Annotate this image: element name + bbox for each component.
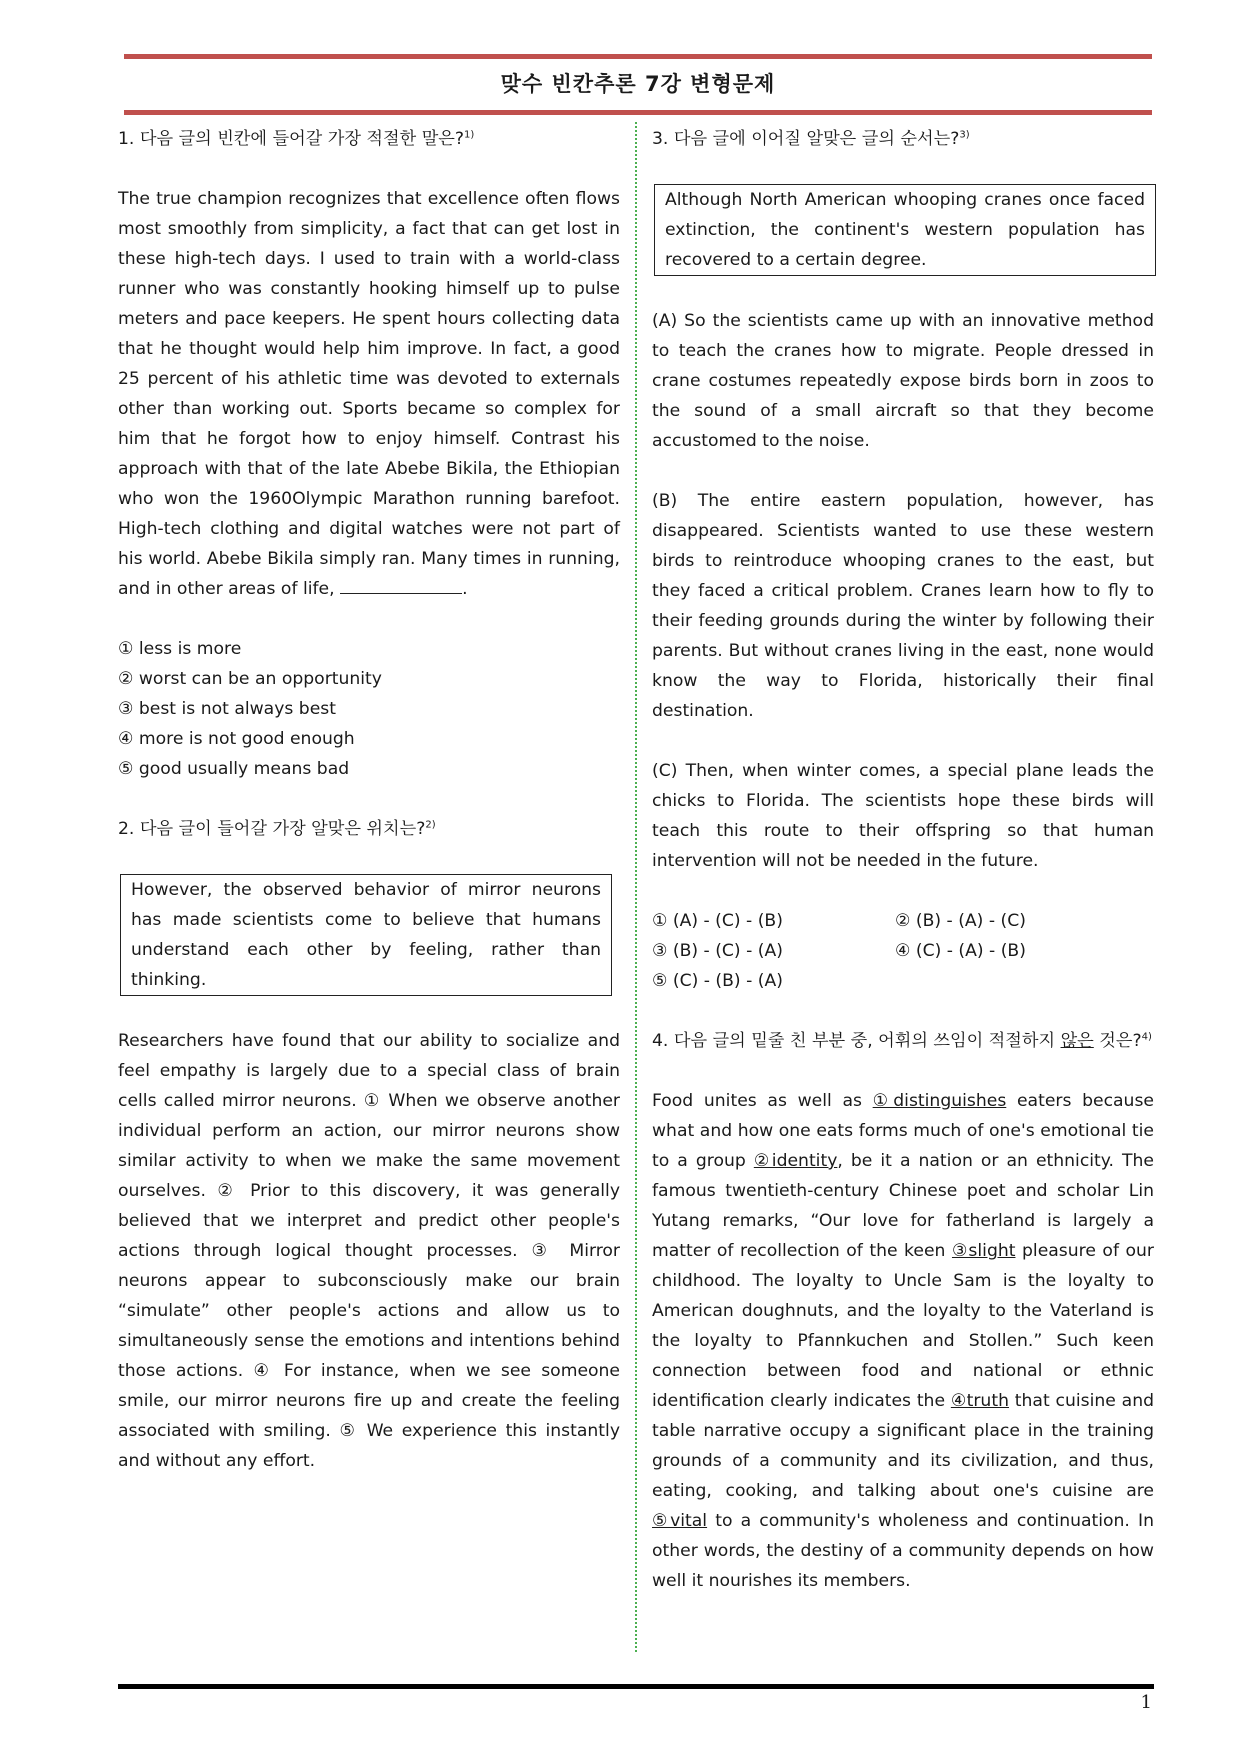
answer-blank bbox=[340, 575, 462, 594]
question-3-paragraph-b: (B) The entire eastern population, however, has disappeared. Scientists wanted to use these western birds to reintroduce whooping cranes to the east, but they faced a critical problem. Cranes learn how to fly to their feeding grounds during the winter by following their parents. But without cranes living in the east, none would know the way to Florida, historically their final destination. bbox=[652, 491, 1154, 721]
question-2-prompt: 2. 다음 글이 들어갈 가장 알맞은 위치는?$^{2)}$ bbox=[118, 819, 436, 839]
question-1-options bbox=[118, 634, 620, 784]
option-5[interactable]: ⑤ good usually means bad bbox=[118, 759, 350, 779]
order-option-5[interactable]: ⑤ (C) - (B) - (A) bbox=[652, 971, 783, 991]
column-divider bbox=[635, 122, 637, 1652]
footnote-4: 4) bbox=[1141, 1031, 1152, 1043]
question-3-paragraph-a: (A) So the scientists came up with an innovative method to teach the cranes how to migrate. People dressed in crane costumes repeatedly expose birds born in zoos to the sound of a small aircraft so that they become accustomed to the noise. bbox=[652, 311, 1154, 451]
question-1-passage: The true champion recognizes that excellence often flows most smoothly from simplicity, a fact that can get lost in these high-tech days. I used to train with a world-class runner who was constantly hooking himself up to pulse meters and pace keepers. He spent hours collecting data that he thought would help him improve. In fact, a good 25 percent of his athletic time was devoted to externals other than working out. Sports became so complex for him that he forgot how to enjoy himself. Contrast his approach with that of the late Abebe Bikila, the Ethiopian who won the 1960Olympic Marathon running barefoot. High-tech clothing and digital watches were not part of his world. Abebe Bikila simply ran. Many times in running, and in other areas of life, . bbox=[118, 189, 620, 599]
underlined-word-4[interactable]: ④truth bbox=[950, 1391, 1009, 1411]
question-3-prompt: 3. 다음 글에 이어질 알맞은 글의 순서는?$^{3)}$ bbox=[652, 129, 970, 149]
option-3[interactable]: ③ best is not always best bbox=[118, 699, 336, 719]
page-number: 1 bbox=[1140, 1692, 1152, 1713]
order-option-2[interactable]: ② (B) - (A) - (C) bbox=[895, 911, 1026, 931]
option-4[interactable]: ④ more is not good enough bbox=[118, 729, 355, 749]
order-option-3[interactable]: ③ (B) - (C) - (A) bbox=[652, 941, 783, 961]
question-4-prompt: 4. 다음 글의 밑줄 친 부분 중, 어휘의 쓰임이 적절하지 않은 것은?$^{4)}$ bbox=[652, 1031, 1152, 1051]
option-1[interactable]: ① less is more bbox=[118, 639, 242, 659]
question-1-prompt: 1. 다음 글의 빈칸에 들어갈 가장 적절한 말은?$^{1)}$ bbox=[118, 129, 475, 149]
footnote-2: 2) bbox=[425, 819, 436, 831]
footnote-3: 3) bbox=[959, 129, 970, 141]
header-rule-top bbox=[124, 54, 1152, 59]
underlined-word-3[interactable]: ③slight bbox=[951, 1241, 1016, 1261]
footnote-1: 1) bbox=[464, 129, 475, 141]
footer-rule bbox=[118, 1684, 1154, 1689]
question-3-options bbox=[652, 906, 1154, 996]
page-title: 맞수 빈칸추론 7강 변형문제 bbox=[500, 72, 776, 96]
option-2[interactable]: ② worst can be an opportunity bbox=[118, 669, 382, 689]
question-4-passage: Food unites as well as ①distinguishes eaters because what and how one eats forms much of one's emotional tie to a group ②identity, be it a nation or an ethnicity. The famous twentieth-century Chinese poet and scholar Lin Yutang remarks, “Our love for fatherland is largely a matter of recollection of the keen ③slight pleasure of our childhood. The loyalty to Uncle Sam is the loyalty to American doughnuts, and the loyalty to the Vaterland is the loyalty to Pfannkuchen and Stollen.” Such keen connection between food and national or ethnic identification clearly indicates the ④truth that cuisine and table narrative occupy a significant place in the training grounds of a community and its civilization, and thus, eating, cooking, and talking about one's cuisine are ⑤vital to a community's wholeness and continuation. In other words, the destiny of a community depends on how well it nourishes its members. bbox=[652, 1091, 1154, 1591]
underlined-word-2[interactable]: ②identity bbox=[753, 1151, 838, 1171]
question-2-insert-box: However, the observed behavior of mirror neurons has made scientists come to believe that humans understand each other by feeling, rather than thinking. bbox=[120, 874, 612, 996]
order-option-1[interactable]: ① (A) - (C) - (B) bbox=[652, 911, 783, 931]
underlined-word-5[interactable]: ⑤vital bbox=[652, 1511, 708, 1531]
right-column bbox=[652, 124, 1154, 1596]
order-option-4[interactable]: ④ (C) - (A) - (B) bbox=[895, 941, 1026, 961]
left-column bbox=[118, 124, 620, 1476]
question-2-passage: Researchers have found that our ability to socialize and feel empathy is largely due to a special class of brain cells called mirror neurons. ① When we observe another individual perform an action, our mirror neurons show similar activity to when we make the same movement ourselves. ② Prior to this discovery, it was generally believed that we interpret and predict other people's actions through logical thought processes. ③ Mirror neurons appear to subconsciously make our brain “simulate” other people's actions and allow us to simultaneously sense the emotions and intentions behind those actions. ④ For instance, when we see someone smile, our mirror neurons fire up and create the feeling associated with smiling. ⑤ We experience this instantly and without any effort. bbox=[118, 1031, 620, 1471]
question-3-intro-box: Although North American whooping cranes once faced extinction, the continent's western population has recovered to a certain degree. bbox=[654, 184, 1156, 276]
question-3-paragraph-c: (C) Then, when winter comes, a special plane leads the chicks to Florida. The scientists hope these birds will teach this route to their offspring so that human intervention will not be needed in the future. bbox=[652, 761, 1154, 871]
header-rule-bottom bbox=[124, 110, 1152, 115]
underlined-word-1[interactable]: ①distinguishes bbox=[872, 1091, 1007, 1111]
